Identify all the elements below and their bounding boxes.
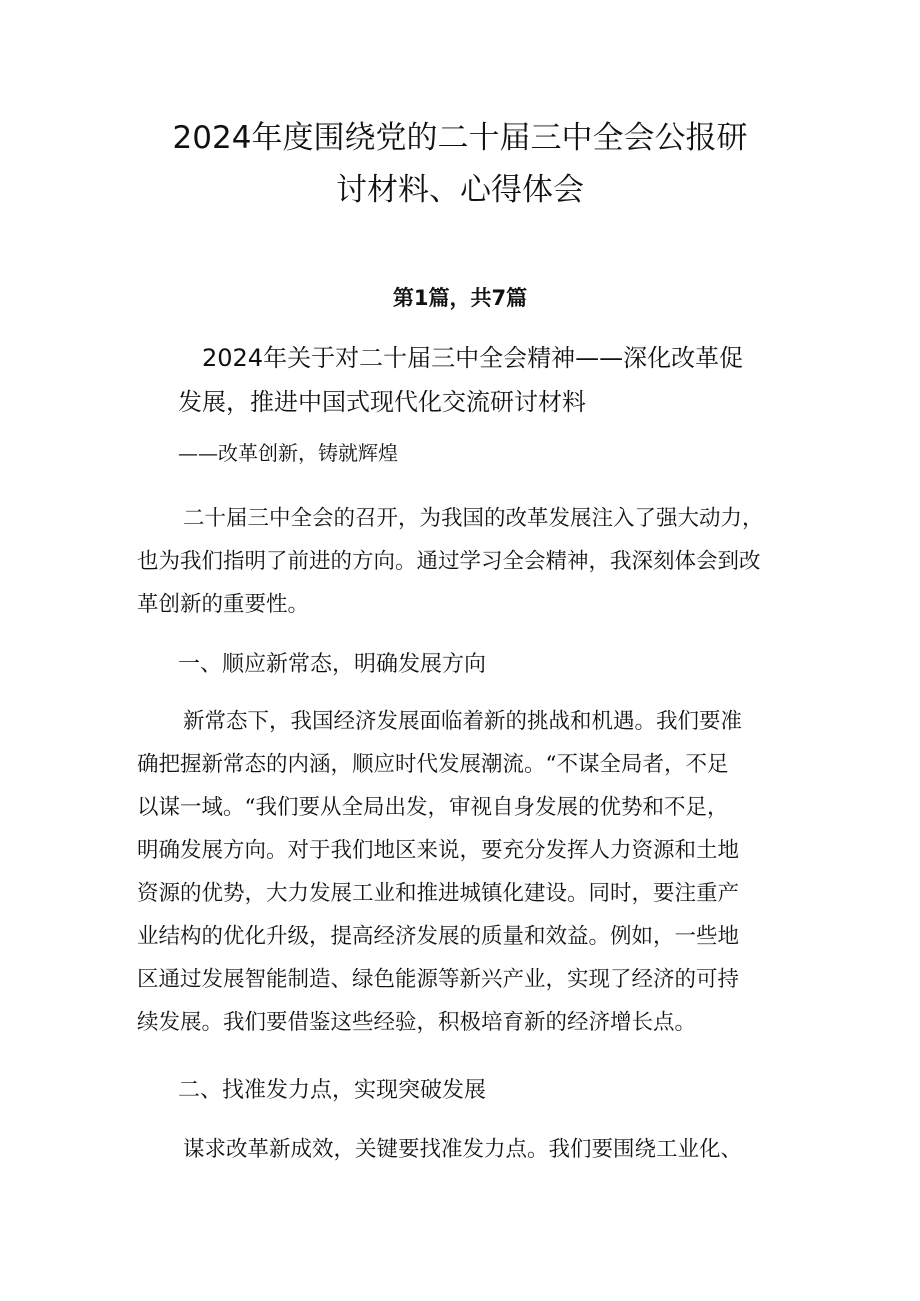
article-subtitle-line: 2024年关于对二十届三中全会精神——深化改革促: [202, 344, 744, 372]
paragraph-line: 明确发展方向。对于我们地区来说，要充分发挥人力资源和土地: [137, 838, 740, 863]
paragraph-line: 确把握新常态的内涵，顺应时代发展潮流。“不谋全局者，不足: [137, 752, 729, 777]
article-subtitle: [178, 336, 798, 424]
paragraph-line: 资源的优势，大力发展工业和推进城镇化建设。同时，要注重产: [137, 881, 740, 906]
section-heading-2: 二、找准发力点，实现突破发展: [178, 1078, 487, 1103]
paragraph-line: 区通过发展智能制造、绿色能源等新兴产业，实现了经济的可持: [137, 967, 740, 992]
paragraph-line: 续发展。我们要借鉴这些经验，积极培育新的经济增长点。: [137, 1010, 697, 1035]
document-title: [130, 112, 790, 216]
document-title-line: 讨材料、心得体会: [336, 172, 584, 208]
section-1-paragraph: [137, 700, 797, 1044]
paragraph-line: 也为我们指明了前进的方向。通过学习全会精神，我深刻体会到改: [137, 549, 761, 574]
paragraph-line: 新常态下，我国经济发展面临着新的挑战和机遇。我们要准: [183, 709, 743, 734]
article-motto: ——改革创新，铸就辉煌: [178, 441, 398, 465]
paragraph-line: 以谋一域。“我们要从全局出发，审视自身发展的优势和不足，: [137, 795, 729, 820]
paragraph-line: 业结构的优化升级，提高经济发展的质量和效益。例如，一些地: [137, 924, 740, 949]
section-heading-1: 一、顺应新常态，明确发展方向: [178, 652, 487, 677]
section-2-paragraph: [137, 1128, 797, 1171]
paragraph-line: 革创新的重要性。: [137, 592, 310, 617]
paragraph-line: 二十届三中全会的召开，为我国的改革发展注入了强大动力，: [183, 506, 764, 531]
intro-paragraph: [137, 497, 797, 626]
paragraph-line: 谋求改革新成效，关键要找准发力点。我们要围绕工业化、: [183, 1137, 743, 1162]
document-title-line: 2024年度围绕党的二十届三中全会公报研: [172, 120, 748, 156]
chapter-label: 第1篇，共7篇: [392, 286, 528, 310]
article-subtitle-line: 发展，推进中国式现代化交流研讨材料: [178, 388, 586, 416]
